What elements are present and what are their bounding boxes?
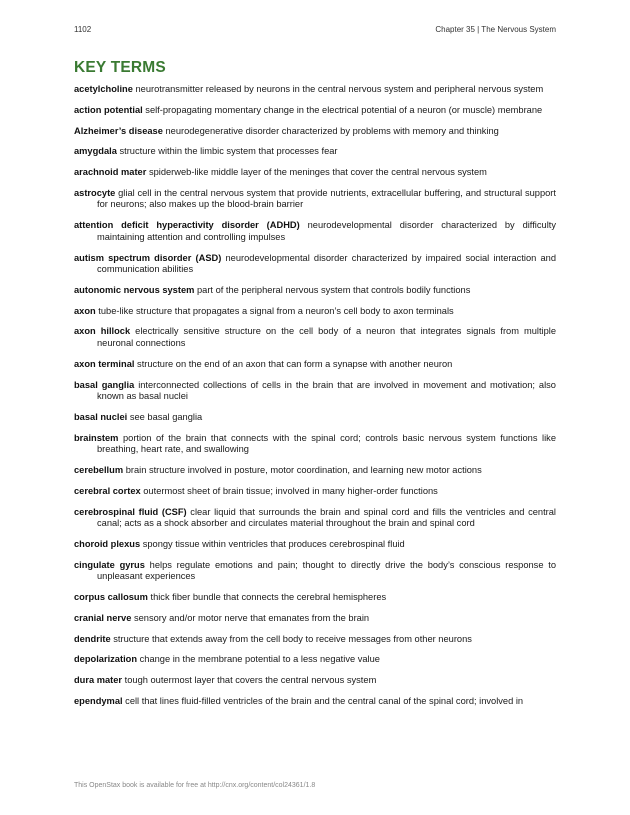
- footer-availability-note: This OpenStax book is available for free at http://cnx.org/content/col24361/1.8: [74, 782, 316, 789]
- glossary-entry: [74, 539, 556, 551]
- glossary-definition: neurodegenerative disorder characterized by problems with memory and thinking: [165, 125, 499, 136]
- glossary-definition: spongy tissue within ventricles that produces cerebrospinal fluid: [142, 538, 405, 549]
- glossary-definition: see basal ganglia: [129, 411, 203, 422]
- glossary-term: Alzheimer’s disease: [74, 125, 163, 136]
- glossary-definition: electrically sensitive structure on the cell body of a neuron that integrates signals from multiple neuronal connections: [97, 326, 556, 348]
- glossary-entry: [74, 220, 556, 243]
- glossary-term: action potential: [74, 104, 143, 115]
- glossary-entry: [74, 380, 556, 403]
- glossary-definition: helps regulate emotions and pain; thought to directly drive the body’s conscious response to unpleasant experiences: [97, 559, 556, 582]
- glossary-term: autonomic nervous system: [74, 284, 195, 295]
- glossary-definition: spiderweb-like middle layer of the meninges that cover the central nervous system: [148, 167, 487, 178]
- glossary-entry: [74, 654, 556, 666]
- glossary-entry: [74, 253, 556, 276]
- glossary-entry: [74, 146, 556, 158]
- glossary-term: arachnoid mater: [74, 167, 147, 178]
- glossary-definition: cell that lines fluid-filled ventricles of the brain and the central canal of the spinal cord; involved in: [125, 695, 524, 706]
- glossary-term: attention deficit hyperactivity disorder (ADHD): [74, 220, 300, 231]
- glossary-term: basal nuclei: [74, 411, 128, 422]
- glossary-entry: [74, 306, 556, 318]
- glossary-entry: [74, 433, 556, 456]
- glossary-entry: [74, 326, 556, 349]
- glossary-entry: [74, 634, 556, 646]
- glossary-definition: thick fiber bundle that connects the cerebral hemispheres: [150, 591, 387, 602]
- glossary-entry: [74, 507, 556, 530]
- glossary-definition: brain structure involved in posture, motor coordination, and learning new motor actions: [125, 464, 482, 475]
- glossary-term: autism spectrum disorder (ASD): [74, 252, 222, 263]
- glossary-entry: [74, 465, 556, 477]
- glossary-entry: [74, 359, 556, 371]
- glossary-term: cranial nerve: [74, 612, 132, 623]
- glossary-entry: [74, 613, 556, 625]
- glossary-definition: tube-like structure that propagates a signal from a neuron’s cell body to axon terminals: [98, 305, 454, 316]
- glossary-entry: [74, 126, 556, 138]
- glossary-term: dendrite: [74, 633, 111, 644]
- glossary-entry: [74, 486, 556, 498]
- glossary-term: ependymal: [74, 695, 123, 706]
- glossary-definition: tough outermost layer that covers the central nervous system: [124, 675, 377, 686]
- glossary-definition: clear liquid that surrounds the brain and spinal cord and fills the ventricles and central canal; acts as a shock absorber and circulates material throughout the brain and spinal cord: [97, 506, 556, 529]
- glossary-entry: [74, 167, 556, 179]
- glossary-entry: [74, 412, 556, 424]
- glossary-definition: portion of the brain that connects with the spinal cord; controls basic nervous system functions like breathing, heart rate, and swallowing: [97, 432, 556, 455]
- glossary-definition: self-propagating momentary change in the electrical potential of a neuron (or muscle) membrane: [145, 104, 543, 115]
- glossary-entry: [74, 84, 556, 96]
- glossary-term: cerebral cortex: [74, 485, 141, 496]
- glossary-entry: [74, 675, 556, 687]
- glossary-entry: [74, 285, 556, 297]
- glossary-term: choroid plexus: [74, 538, 141, 549]
- glossary-term: acetylcholine: [74, 84, 133, 94]
- glossary-term: axon hillock: [74, 326, 131, 337]
- glossary-term: corpus callosum: [74, 591, 148, 602]
- glossary-entry: [74, 188, 556, 211]
- glossary-definition: structure on the end of an axon that can form a synapse with another neuron: [137, 358, 453, 369]
- glossary-term: dura mater: [74, 675, 123, 686]
- glossary-definition: interconnected collections of cells in the brain that are involved in movement and motivation; also known as basal nuclei: [97, 379, 556, 402]
- glossary-term: axon: [74, 305, 96, 316]
- glossary-entry: [74, 592, 556, 604]
- glossary-entry: [74, 696, 556, 708]
- page-number: 1102: [74, 25, 92, 34]
- glossary-term: cerebrospinal fluid (CSF): [74, 506, 187, 517]
- glossary-definition: sensory and/or motor nerve that emanates from the brain: [133, 612, 370, 623]
- glossary-definition: structure that extends away from the cell body to receive messages from other neurons: [113, 633, 472, 644]
- glossary-definition: outermost sheet of brain tissue; involved in many higher-order functions: [143, 485, 438, 496]
- glossary-term: axon terminal: [74, 358, 135, 369]
- glossary-definition: structure within the limbic system that processes fear: [119, 146, 338, 157]
- glossary-term: cerebellum: [74, 464, 124, 475]
- glossary-definition: part of the peripheral nervous system that controls bodily functions: [196, 284, 471, 295]
- glossary-term: astrocyte: [74, 187, 116, 198]
- glossary-term: cingulate gyrus: [74, 559, 145, 570]
- glossary-definition: neurodevelopmental disorder characterized by difficulty maintaining attention and controlling impulses: [97, 220, 556, 242]
- glossary-entry: [74, 560, 556, 583]
- glossary-definition: neurodevelopmental disorder characterized by impaired social interaction and communication abilities: [97, 252, 556, 275]
- section-title: KEY TERMS: [74, 59, 166, 76]
- glossary-term: brainstem: [74, 432, 119, 443]
- glossary-term: amygdala: [74, 146, 117, 157]
- glossary-entry: [74, 105, 556, 117]
- key-terms-list: [74, 84, 556, 717]
- glossary-definition: neurotransmitter released by neurons in the central nervous system and peripheral nervous system: [135, 84, 544, 94]
- glossary-definition: change in the membrane potential to a less negative value: [139, 654, 380, 665]
- chapter-running-head: Chapter 35 | The Nervous System: [435, 25, 556, 34]
- glossary-term: basal ganglia: [74, 379, 135, 390]
- glossary-definition: glial cell in the central nervous system that provide nutrients, extracellular buffering, and structural support for neurons; also makes up the blood-brain barrier: [97, 187, 556, 210]
- glossary-term: depolarization: [74, 654, 138, 665]
